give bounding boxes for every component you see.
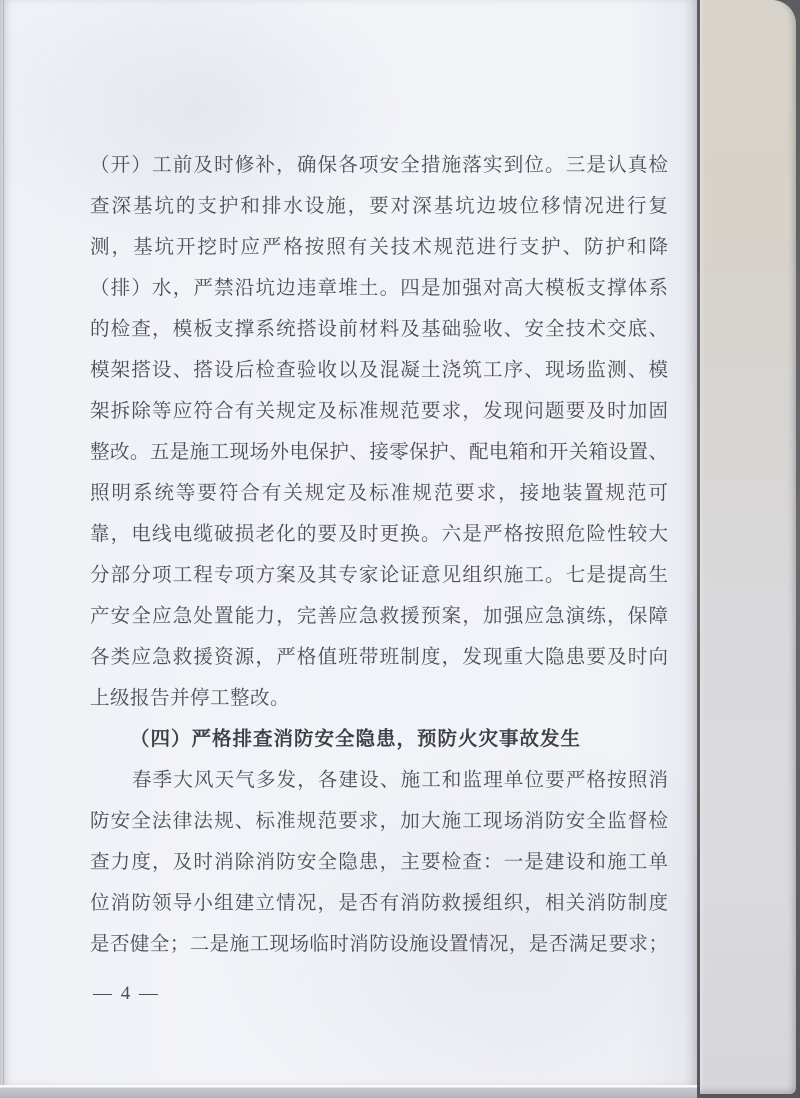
body-line: 照明系统等要符合有关规定及标准规范要求，接地装置规范可 bbox=[90, 483, 668, 504]
section-line: 是否健全；二是施工现场临时消防设施设置情况，是否满足要求； bbox=[90, 934, 668, 955]
section-line: 春季大风天气多发，各建设、施工和监理单位要严格按照消 bbox=[132, 770, 668, 791]
body-line: 查深基坑的支护和排水设施，要对深基坑边坡位移情况进行复 bbox=[90, 196, 668, 217]
body-line: 靠，电线电缆破损老化的要及时更换。六是严格按照危险性较大 bbox=[90, 524, 668, 545]
body-line: 上级报告并停工整改。 bbox=[90, 688, 291, 709]
document-text-block bbox=[90, 145, 668, 965]
section-line: 查力度，及时消除消防安全隐患，主要检查：一是建设和施工单 bbox=[90, 852, 668, 873]
body-line: 测，基坑开挖时应严格按照有关技术规范进行支护、防护和降 bbox=[90, 237, 668, 258]
section-line: 防安全法律法规、标准规范要求，加大施工现场消防安全监督检 bbox=[90, 811, 668, 832]
body-line: 模架搭设、搭设后检查验收以及混凝土浇筑工序、现场监测、模 bbox=[90, 360, 668, 381]
section-line: 位消防领导小组建立情况，是否有消防救援组织，相关消防制度 bbox=[90, 893, 668, 914]
body-line: （开）工前及时修补，确保各项安全措施落实到位。三是认真检 bbox=[90, 155, 668, 176]
body-line: 各类应急救援资源，严格值班带班制度，发现重大隐患要及时向 bbox=[90, 647, 668, 668]
body-line: （排）水，严禁沿坑边违章堆土。四是加强对高大模板支撑体系 bbox=[90, 278, 668, 299]
body-line: 整改。五是施工现场外电保护、接零保护、配电箱和开关箱设置、 bbox=[90, 442, 668, 463]
body-line: 产安全应急处置能力，完善应急救援预案，加强应急演练，保障 bbox=[90, 606, 668, 627]
body-line: 架拆除等应符合有关规定及标准规范要求，发现问题要及时加固 bbox=[90, 401, 668, 422]
section-heading: （四）严格排查消防安全隐患，预防火灾事故发生 bbox=[130, 728, 582, 750]
under-sheet-edge bbox=[700, 0, 796, 1094]
body-line: 分部分项工程专项方案及其专家论证意见组织施工。七是提高生 bbox=[90, 565, 668, 586]
page-fold-line bbox=[3, 0, 4, 1085]
page-number: — 4 — bbox=[93, 983, 160, 1004]
body-line: 的检查，模板支撑系统搭设前材料及基础验收、安全技术交底、 bbox=[90, 319, 668, 340]
page-bottom-edge bbox=[0, 1085, 697, 1098]
